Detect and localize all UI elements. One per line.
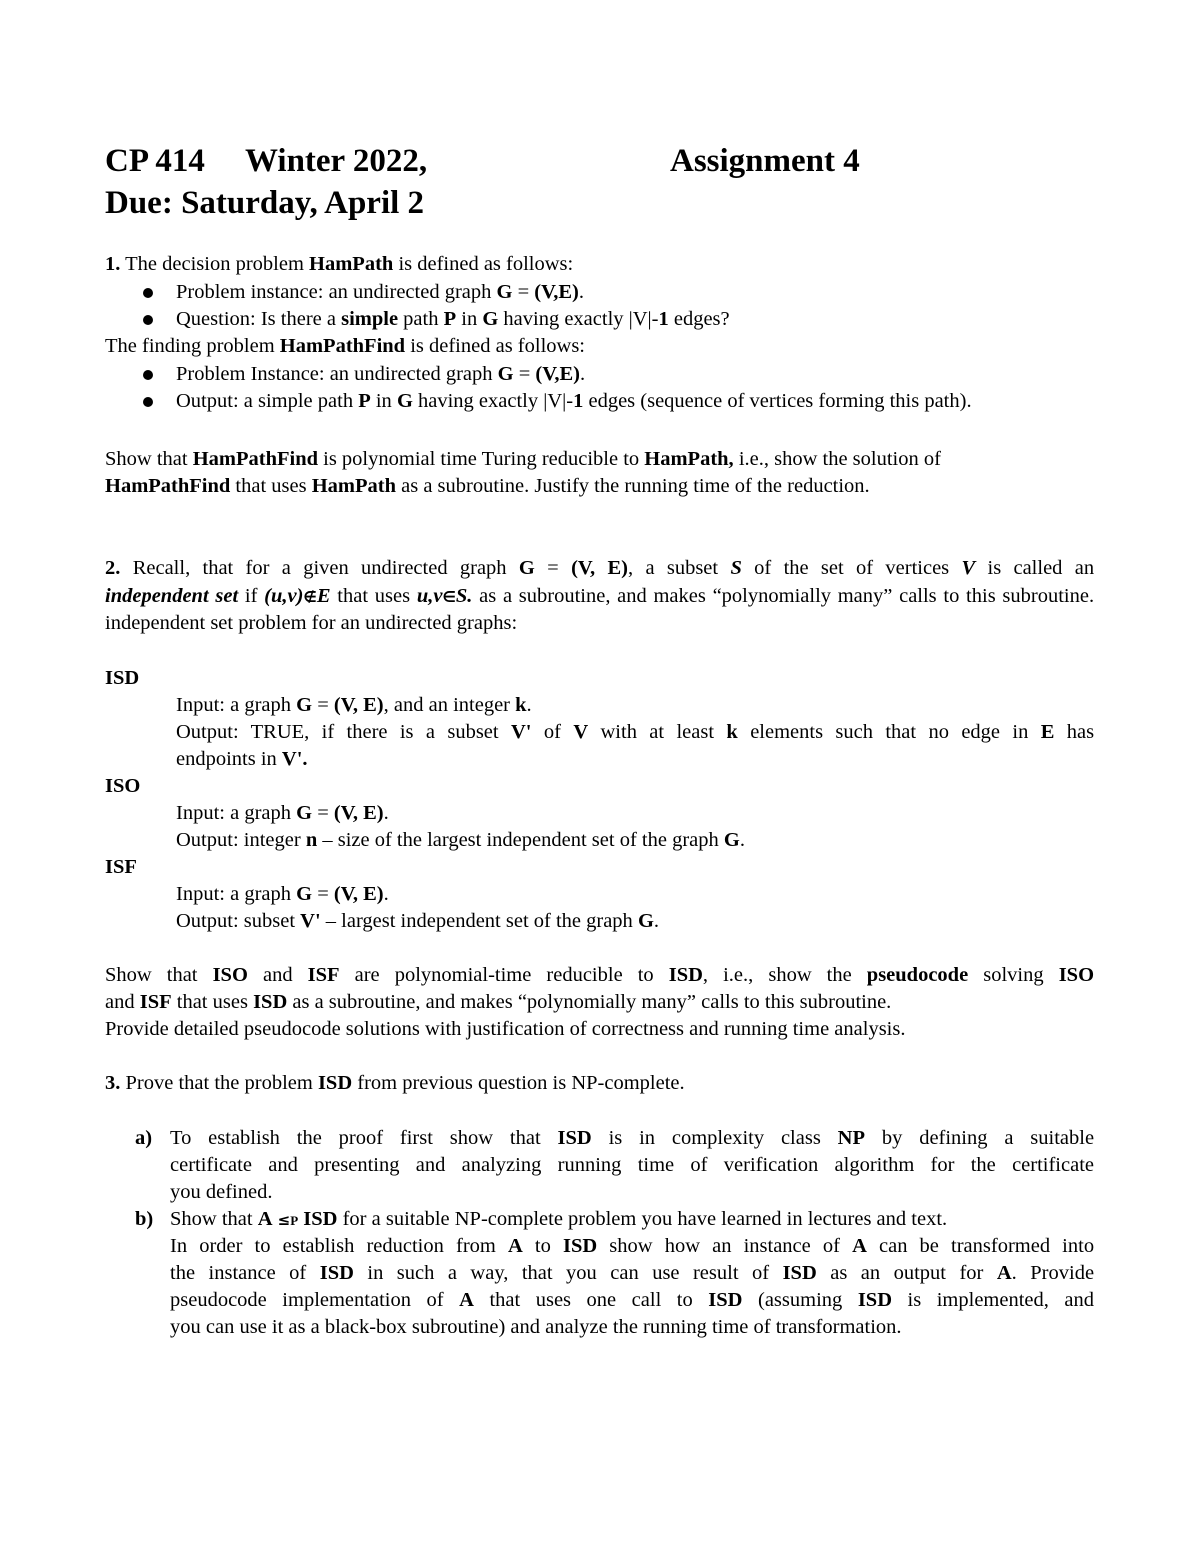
q2-task-line3: Provide detailed pseudocode solutions with justification of correctness and running time analysis. <box>105 1018 906 1040</box>
due-date: Due: Saturday, April 2 <box>105 185 425 221</box>
q2-task-line2: and ISF that uses ISD as a subroutine, and makes “polynomially many” calls to this subroutine. <box>105 991 892 1013</box>
q1-task-line1: Show that HamPathFind is polynomial time Turing reducible to HamPath, i.e., show the solution of <box>105 448 941 470</box>
course-term: Winter 2022, <box>245 143 428 179</box>
q3-part-b-line2: In order to establish reduction from A to ISD show how an instance of A can be transformed into <box>170 1235 1095 1257</box>
isf-output: Output: subset V' – largest independent set of the graph G. <box>176 910 660 932</box>
q3-part-a-line3: you defined. <box>170 1181 273 1203</box>
q1-bullet-find-instance: Problem Instance: an undirected graph G = (V,E). <box>176 363 586 385</box>
isf-heading: ISF <box>105 856 137 878</box>
iso-heading: ISO <box>105 775 141 797</box>
iso-input: Input: a graph G = (V, E). <box>176 802 389 824</box>
not-element-of-symbol: ∉ <box>303 588 317 606</box>
q1-intro: 1. The decision problem HamPath is defined as follows: <box>105 253 574 275</box>
q3-intro: 3. Prove that the problem ISD from previous question is NP-complete. <box>105 1072 685 1094</box>
q1-bullet-instance: Problem instance: an undirected graph G = (V,E). <box>176 281 585 303</box>
element-of-symbol: ∈ <box>442 588 456 606</box>
iso-output: Output: integer n – size of the largest independent set of the graph G. <box>176 829 745 851</box>
bullet-icon <box>143 370 153 380</box>
isf-input: Input: a graph G = (V, E). <box>176 883 389 905</box>
isd-heading: ISD <box>105 667 140 689</box>
q1-bullet-question: Question: Is there a simple path P in G having exactly |V|-1 edges? <box>176 308 730 330</box>
q3-part-b-line5: you can use it as a black-box subroutine) and analyze the running time of transformation. <box>170 1316 902 1338</box>
q2-intro-line1: 2. Recall, that for a given undirected graph G = (V, E), a subset S of the set of vertices V is called an <box>105 557 1095 579</box>
q3-part-b-line4: pseudocode implementation of A that uses one call to ISD (assuming ISD is implemented, and <box>170 1289 1095 1311</box>
isd-input: Input: a graph G = (V, E), and an integer k. <box>176 694 532 716</box>
q3-part-b-label: b) <box>135 1208 154 1230</box>
q3-part-b-line3: the instance of ISD in such a way, that you can use result of ISD as an output for A. Provide <box>170 1262 1095 1284</box>
q3-part-a-label: a) <box>135 1127 153 1149</box>
isd-output-line2: endpoints in V'. <box>176 748 308 770</box>
assignment-title: Assignment 4 <box>670 143 860 179</box>
q2-task-line1: Show that ISO and ISF are polynomial-time reducible to ISD, i.e., show the pseudocode solving ISO <box>105 964 1095 986</box>
q3-part-a-line1: To establish the proof first show that ISD is in complexity class NP by defining a suitable <box>170 1127 1095 1149</box>
isd-output-line1: Output: TRUE, if there is a subset V' of V with at least k elements such that no edge in E has <box>176 721 1095 743</box>
q1-task-line2: HamPathFind that uses HamPath as a subroutine. Justify the running time of the reduction. <box>105 475 870 497</box>
course-code: CP 414 <box>105 143 205 179</box>
q3-part-b-line1: Show that A ≤P ISD for a suitable NP-complete problem you have learned in lectures and text. <box>170 1208 948 1230</box>
bullet-icon <box>143 397 153 407</box>
bullet-icon <box>143 315 153 325</box>
q1-finding-intro: The finding problem HamPathFind is defined as follows: <box>105 335 585 357</box>
q2-intro-line2: independent set if (u,v)∉E that uses u,v∈S. as a subroutine, and makes “polynomially many” calls to this subroutine. <box>105 585 1095 607</box>
q2-intro-line3: independent set problem for an undirected graphs: <box>105 612 518 634</box>
q1-bullet-find-output: Output: a simple path P in G having exactly |V|-1 edges (sequence of vertices forming this path). <box>176 390 972 412</box>
bullet-icon <box>143 288 153 298</box>
q3-part-a-line2: certificate and presenting and analyzing running time of verification algorithm for the certificate <box>170 1154 1094 1176</box>
less-equal-symbol: ≤ <box>277 1211 291 1229</box>
q1-number: 1. <box>105 253 121 275</box>
q3-number: 3. <box>105 1072 121 1094</box>
q2-number: 2. <box>105 557 121 579</box>
